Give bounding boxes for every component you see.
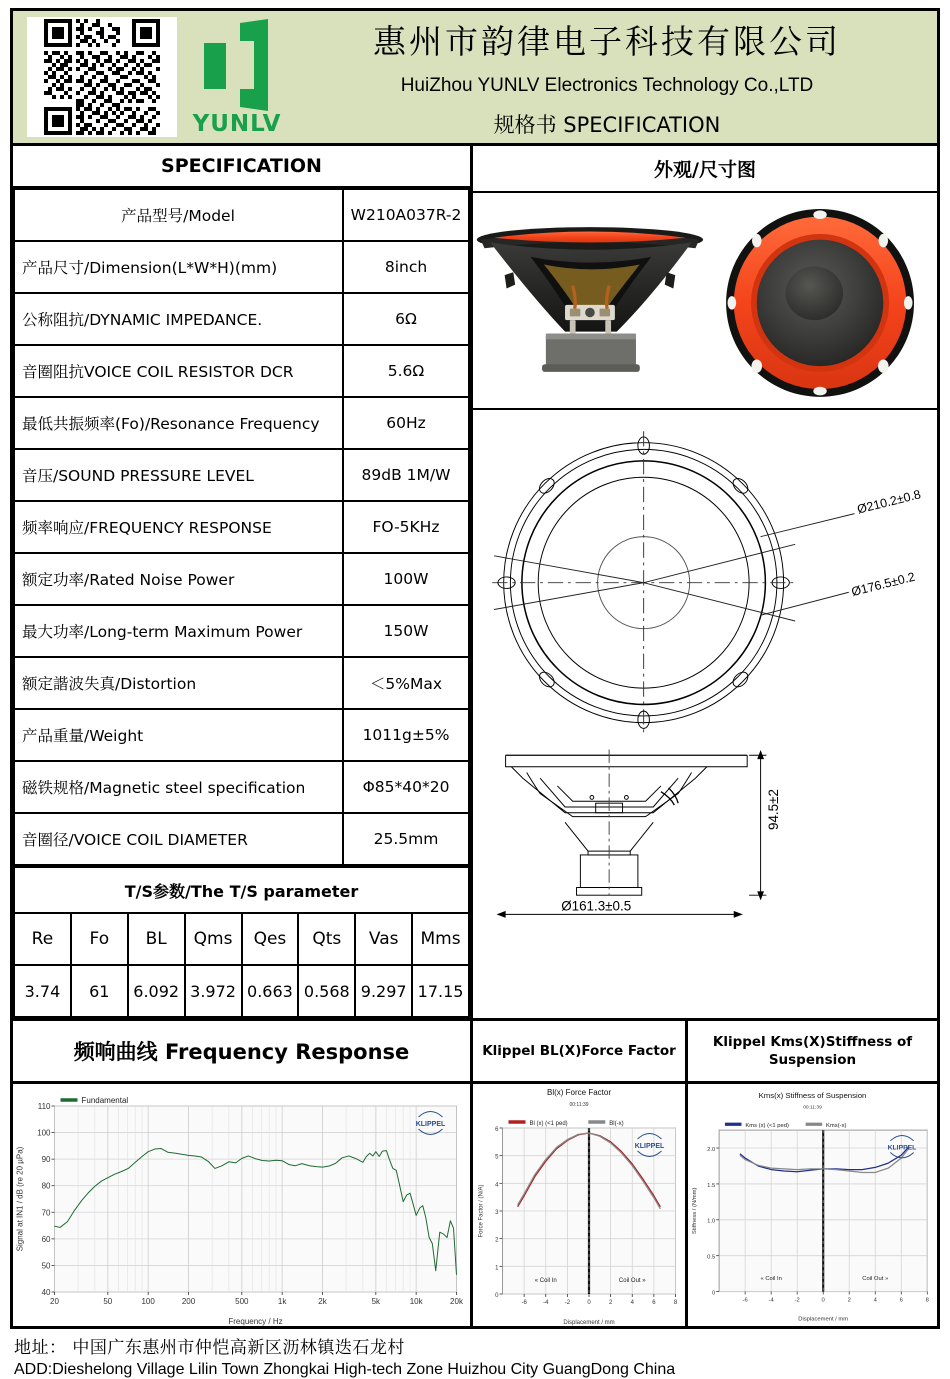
spec-row (14, 709, 469, 761)
document-header (10, 8, 940, 146)
bl-force-factor-chart (473, 1084, 685, 1326)
svg-text:4: 4 (495, 1182, 499, 1189)
svg-text:40: 40 (41, 1288, 51, 1297)
svg-text:0: 0 (495, 1293, 499, 1299)
spec-value: 1011g±5% (343, 709, 469, 761)
spec-row (14, 241, 469, 293)
svg-text:-6: -6 (742, 1297, 748, 1304)
svg-text:2: 2 (495, 1237, 499, 1244)
spec-row (14, 501, 469, 553)
svg-text:-4: -4 (543, 1300, 549, 1306)
specification-column (13, 146, 473, 1018)
frequency-response-title: 频响曲线 Frequency Response (13, 1021, 470, 1084)
dim-cutout-label: Ø161.3±0.5 (561, 898, 632, 914)
ts-header-cell: Vas (355, 913, 412, 965)
ts-value-cell: 0.568 (298, 965, 355, 1017)
spec-label: 最低共振频率(Fo)/Resonance Frequency (14, 397, 343, 449)
spec-label: 音圈阻抗VOICE COIL RESISTOR DCR (14, 345, 343, 397)
spec-label: 音压/SOUND PRESSURE LEVEL (14, 449, 343, 501)
ts-parameter-title: T/S参数/The T/S parameter (14, 867, 469, 913)
bl-force-factor-panel (473, 1021, 688, 1326)
svg-text:80: 80 (41, 1181, 51, 1191)
svg-text:Fundamental: Fundamental (81, 1096, 129, 1105)
svg-text:100: 100 (37, 1128, 51, 1138)
svg-text:Bl(-x): Bl(-x) (609, 1121, 624, 1127)
qr-code (27, 17, 177, 137)
svg-text:Bl (x) (<1 ped): Bl (x) (<1 ped) (529, 1121, 568, 1127)
svg-text:Force Factor / (N/A): Force Factor / (N/A) (478, 1184, 485, 1238)
svg-text:2: 2 (608, 1300, 613, 1306)
svg-text:Signal at IN1 / dB (re 20 µPa): Signal at IN1 / dB (re 20 µPa) (15, 1146, 25, 1252)
svg-text:-6: -6 (521, 1300, 527, 1306)
dim-height-label: 94.5±2 (765, 789, 781, 831)
speaker-side-photo (477, 227, 703, 372)
logo-wordmark: YUNLV (192, 111, 282, 137)
svg-text:0: 0 (711, 1290, 716, 1297)
svg-text:1: 1 (495, 1265, 499, 1272)
spec-row (14, 397, 469, 449)
svg-text:50: 50 (103, 1297, 113, 1306)
document-title: 规格书 SPECIFICATION (493, 112, 721, 137)
spec-label: 最大功率/Long-term Maximum Power (14, 605, 343, 657)
spec-row (14, 189, 469, 241)
svg-text:00:11:39: 00:11:39 (803, 1105, 822, 1111)
appearance-heading: 外观/尺寸图 (473, 146, 937, 193)
dim-bolt-label: Ø176.5±0.2 (849, 569, 917, 600)
svg-text:Stiffness / (N/mm): Stiffness / (N/mm) (691, 1187, 698, 1235)
specification-table (13, 188, 470, 866)
spec-row (14, 293, 469, 345)
svg-text:KLIPPEL: KLIPPEL (887, 1144, 917, 1152)
frequency-response-panel (13, 1021, 473, 1326)
spec-row (14, 657, 469, 709)
ts-value-cell: 61 (71, 965, 128, 1017)
header-text-block (297, 16, 937, 139)
ts-value-cell: 0.663 (242, 965, 299, 1017)
spec-label: 产品重量/Weight (14, 709, 343, 761)
svg-text:1.0: 1.0 (707, 1218, 716, 1225)
spec-value: 5.6Ω (343, 345, 469, 397)
document-footer (10, 1329, 940, 1379)
main-content (10, 146, 940, 1021)
kms-stiffness-title: Klippel Kms(X)Stiffness of Suspension (688, 1021, 937, 1084)
spec-row (14, 813, 469, 865)
svg-text:00:11:39: 00:11:39 (569, 1102, 589, 1108)
ts-value-cell: 9.297 (355, 965, 412, 1017)
ts-value-cell: 17.15 (412, 965, 469, 1017)
spec-value: Φ85*40*20 (343, 761, 469, 813)
spec-value-text: W210A037R-2 (350, 206, 462, 224)
svg-text:5k: 5k (371, 1297, 381, 1306)
svg-text:Kms(x) Stiffness of Suspension: Kms(x) Stiffness of Suspension (758, 1091, 867, 1101)
svg-text:110: 110 (37, 1102, 51, 1111)
svg-text:70: 70 (41, 1208, 51, 1218)
svg-text:1.5: 1.5 (707, 1182, 716, 1189)
ts-header-cell: Re (14, 913, 71, 965)
ts-parameter-table (13, 866, 470, 1018)
dim-outer-label: Ø210.2±0.8 (855, 487, 923, 517)
svg-text:0: 0 (587, 1300, 591, 1306)
svg-text:200: 200 (181, 1297, 196, 1306)
spec-label: 额定諧波失真/Distortion (14, 657, 343, 709)
ts-header-cell: BL (128, 913, 185, 965)
svg-text:100: 100 (141, 1297, 155, 1306)
svg-text:5: 5 (495, 1154, 499, 1161)
product-photos (473, 193, 937, 410)
address-cn: 地址： 中国广东惠州市仲恺高新区沥林镇迭石龙村 (14, 1338, 405, 1358)
side-section-drawing (506, 749, 748, 895)
svg-text:Coil Out »: Coil Out » (862, 1275, 889, 1282)
company-name-en: HuiZhou YUNLV Electronics Technology Co.,LTD (400, 74, 814, 96)
company-name-cn: 惠州市韵律电子科技有限公司 (373, 21, 841, 61)
svg-text:« Coil In: « Coil In (534, 1278, 557, 1284)
svg-text:6: 6 (495, 1127, 499, 1133)
ts-value-cell: 3.74 (14, 965, 71, 1017)
spec-value: 60Hz (343, 397, 469, 449)
svg-text:Displacement / mm: Displacement / mm (563, 1320, 615, 1326)
svg-text:2.0: 2.0 (707, 1146, 716, 1153)
svg-text:Bl(x) Force Factor: Bl(x) Force Factor (546, 1088, 612, 1097)
spec-row (14, 761, 469, 813)
spec-label: 产品型号/Model (14, 189, 343, 241)
speaker-front-photo (726, 209, 914, 397)
spec-value: FO-5KHz (343, 501, 469, 553)
spec-value: 100W (343, 553, 469, 605)
kms-stiffness-chart (688, 1084, 937, 1326)
ts-header-cell: Qts (298, 913, 355, 965)
svg-text:-2: -2 (794, 1297, 800, 1304)
svg-text:-4: -4 (768, 1297, 774, 1304)
svg-text:8: 8 (925, 1297, 929, 1304)
address-en: ADD:Dieshelong Village Lilin Town Zhongkai High-tech Zone Huizhou City GuangDong China (14, 1361, 676, 1378)
kms-stiffness-panel (688, 1021, 937, 1326)
svg-text:6: 6 (899, 1297, 903, 1304)
svg-text:0: 0 (821, 1297, 825, 1304)
spec-label: 频率响应/FREQUENCY RESPONSE (14, 501, 343, 553)
svg-text:2k: 2k (318, 1297, 327, 1306)
charts-row (10, 1021, 940, 1329)
svg-text:KLIPPEL: KLIPPEL (634, 1143, 665, 1150)
ts-value-cell: 3.972 (185, 965, 242, 1017)
svg-text:50: 50 (41, 1261, 51, 1271)
spec-row (14, 553, 469, 605)
svg-text:90: 90 (41, 1155, 51, 1165)
svg-text:500: 500 (235, 1297, 249, 1306)
top-view-drawing (492, 431, 854, 734)
svg-text:« Coil In: « Coil In (760, 1275, 782, 1282)
appearance-column (473, 146, 937, 1018)
spec-row (14, 345, 469, 397)
spec-label: 额定功率/Rated Noise Power (14, 553, 343, 605)
svg-text:8: 8 (673, 1300, 678, 1306)
spec-value: 89dB 1M/W (343, 449, 469, 501)
svg-text:Frequency / Hz: Frequency / Hz (228, 1317, 283, 1326)
technical-drawing (473, 410, 937, 972)
spec-label: 磁铁规格/Magnetic steel specification (14, 761, 343, 813)
ts-value-cell: 6.092 (128, 965, 185, 1017)
ts-header-cell: Qms (185, 913, 242, 965)
svg-text:4: 4 (630, 1300, 634, 1306)
svg-text:Coil Out »: Coil Out » (618, 1278, 646, 1284)
svg-text:Displacement / mm: Displacement / mm (798, 1316, 849, 1323)
frequency-response-chart (13, 1084, 470, 1326)
svg-text:-2: -2 (564, 1300, 571, 1306)
svg-text:0.5: 0.5 (707, 1254, 716, 1261)
spec-value: 6Ω (343, 293, 469, 345)
svg-text:4: 4 (873, 1297, 877, 1304)
ts-header-cell: Mms (412, 913, 469, 965)
svg-text:6: 6 (652, 1300, 656, 1306)
svg-text:3: 3 (495, 1210, 499, 1216)
spec-row (14, 605, 469, 657)
spec-label: 公称阻抗/DYNAMIC IMPEDANCE. (14, 293, 343, 345)
specification-heading: SPECIFICATION (13, 146, 470, 188)
svg-text:2: 2 (847, 1297, 851, 1304)
svg-text:20: 20 (50, 1297, 59, 1306)
spec-value: 8inch (343, 241, 469, 293)
speaker-logo-icon (194, 17, 280, 113)
spec-label: 音圈径/VOICE COIL DIAMETER (14, 813, 343, 865)
ts-header-cell: Qes (242, 913, 299, 965)
company-logo (177, 17, 297, 137)
spec-label: 产品尺寸/Dimension(L*W*H)(mm) (14, 241, 343, 293)
dimension-lines (498, 751, 766, 917)
svg-text:Kms (x) (<1 ped): Kms (x) (<1 ped) (745, 1123, 789, 1130)
bl-force-factor-title: Klippel BL(X)Force Factor (473, 1021, 685, 1084)
svg-text:20k: 20k (450, 1297, 463, 1306)
svg-text:10k: 10k (409, 1297, 423, 1306)
svg-text:Kms(-x): Kms(-x) (826, 1123, 847, 1130)
spec-value: 150W (343, 605, 469, 657)
spec-row (14, 449, 469, 501)
svg-text:1k: 1k (277, 1297, 287, 1306)
svg-text:60: 60 (41, 1234, 51, 1244)
svg-text:KLIPPEL: KLIPPEL (415, 1121, 446, 1128)
ts-header-cell: Fo (71, 913, 128, 965)
spec-value: 25.5mm (343, 813, 469, 865)
spec-value: ＜5%Max (343, 657, 469, 709)
spec-value (343, 189, 469, 241)
